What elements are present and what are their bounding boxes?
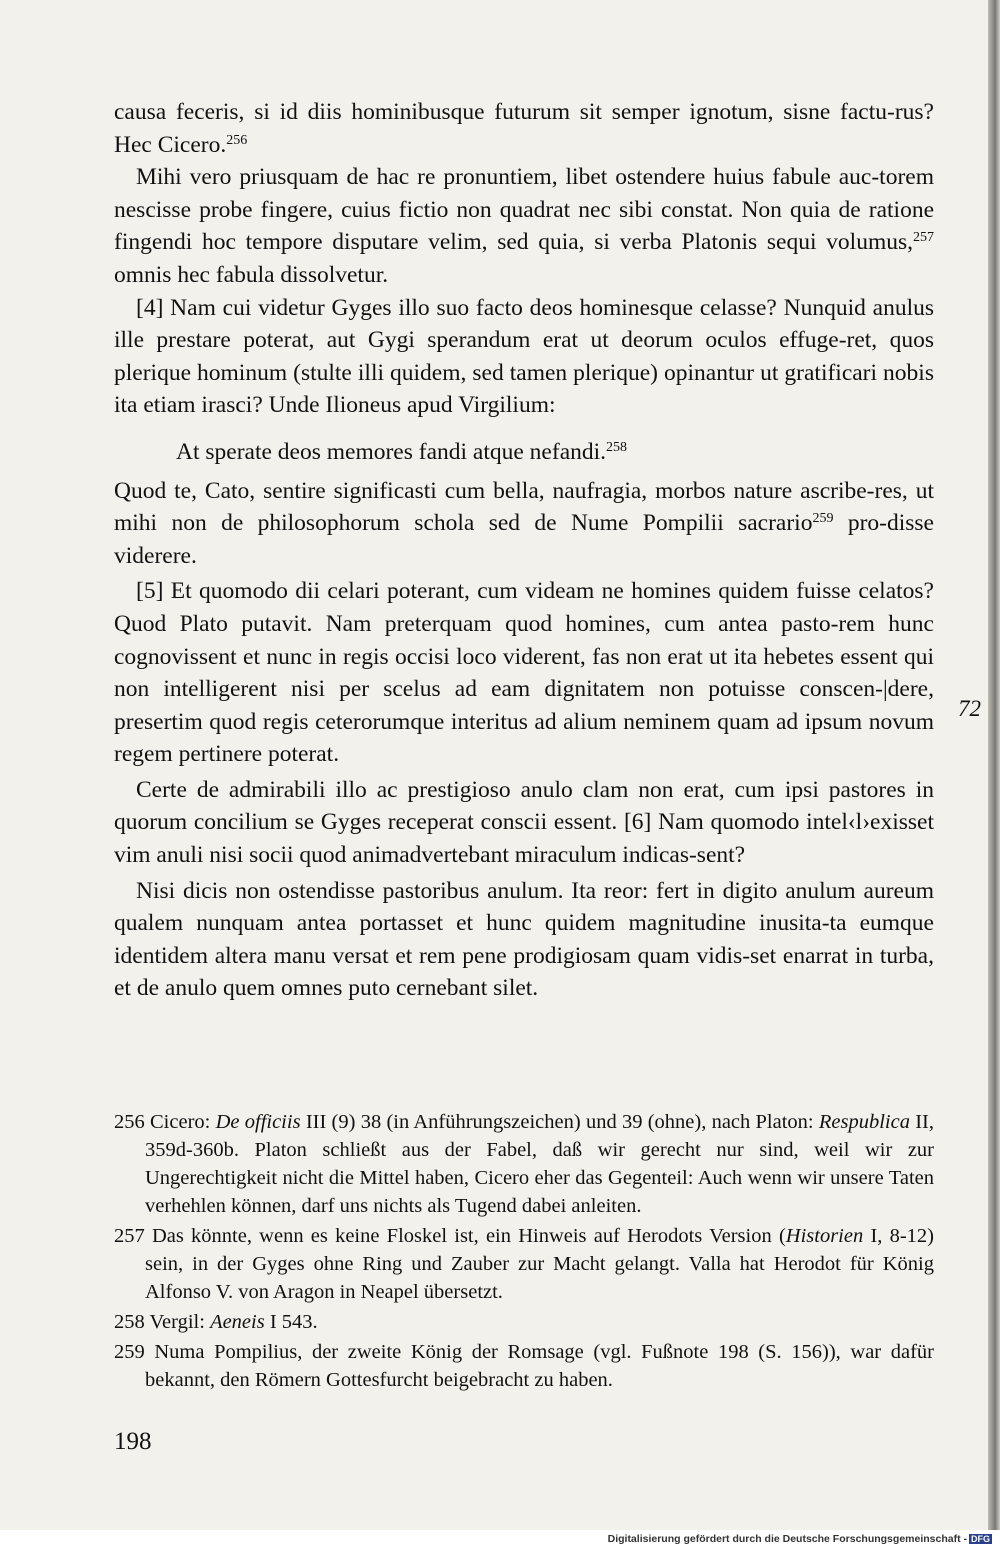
verse-quote: At sperate deos memores fandi atque nefandi.$^{258}$ xyxy=(176,438,628,465)
paragraph: Mihi vero priusquam de hac re pronuntiem, libet ostendere huius fabule auc-torem nescisse probe fingere, cuius fictio non quadrat nec sibi constat. Non quia de ratione fingendi hoc tempore disputare velim, sed quia, si verba Platonis sequi volumus,$^{257}$ omnis hec fabula dissolvetur. xyxy=(114,164,934,288)
paragraph: [5] Et quomodo dii celari poterant, cum videam ne homines quidem fuisse celatos? Quod Plato putavit. Nam preterquam quod homines, cum antea pasto-rem hunc cognovissent et nunc in regis occisi loco viderent, fas non erat ut ita hebetes essent qui non intelligerent nisi per scelus ad eam dignitatem non potuisse conscen-|dere, presertim quod regis ceterorumque interitus ad alium neminem quam ad ipsum novum regem pertinere poterat. xyxy=(114,578,934,768)
dfg-logo-icon: DFG xyxy=(971,1534,990,1544)
funding-note: Digitalisierung gefördert durch die Deutsche Forschungsgemeinschaft - DFG xyxy=(607,1533,990,1545)
footnote: 258 Vergil: Aeneis I 543. xyxy=(114,1311,318,1333)
paragraph: Quod te, Cato, sentire significasti cum bella, naufragia, morbos nature ascribe-res, ut mihi non de philosophorum schola sed de Nume Pompilii sacrario$^{259}$ pro-disse viderere. xyxy=(114,477,934,569)
footnote: 259 Numa Pompilius, der zweite König der Romsage (vgl. Fußnote 198 (S. 156)), war dafür bekannt, den Römern Gottesfurcht beigebracht zu haben. xyxy=(114,1341,934,1391)
paragraph: [4] Nam cui videtur Gyges illo suo facto deos hominesque celasse? Nunquid anulus ille prestare poterat, aut Gygi sperandum erat ut deorum oculos effuge-ret, quos plerique hominum (stulte illi quidem, sed tamen plerique) opinantur ut gratificari nobis ita etiam irasci? Unde Ilioneus apud Virgilium: xyxy=(114,294,934,419)
footnotes xyxy=(114,1108,934,1396)
footnote: 257 Das könnte, wenn es keine Floskel ist, ein Hinweis auf Herodots Version (Historien I, 8-12) sein, in der Gyges ohne Ring und Zauber zur Macht gelangt. Valla hat Herodot für König Alfonso V. von Aragon in Neapel übersetzt. xyxy=(114,1225,935,1303)
paragraph: causa feceris, si id diis hominibusque futurum sit semper ignotum, sisne factu-rus? Hec Cicero.$^{256}$ xyxy=(114,99,934,158)
footnote-ref: 257 xyxy=(913,230,934,246)
page-number: 198 xyxy=(114,1428,152,1455)
page-edge xyxy=(988,0,1000,1530)
paragraph: Nisi dicis non ostendisse pastoribus anulum. Ita reor: fert in digito anulum aureum qualem nunquam antea portasset et hunc quidem magnitudine inusita-ta eumque identidem altera manu versat et rem pene prodigiosam quam vidis-set enarrat in turba, et de anulo quem omnes puto cernebant silet. xyxy=(114,877,934,1002)
footnote: 256 Cicero: De officiis III (9) 38 (in Anführungszeichen) und 39 (ohne), nach Platon: Respublica II, 359d-360b. Platon schließt aus der Fabel, daß wir gerecht nur sind, weil wir zur Ungerechtigkeit nicht die Mittel haben, Cicero eher das Gegenteil: Auch wenn wir unsere Taten verhehlen können, darf uns nichts als Tugend dabei anleiten. xyxy=(114,1111,934,1217)
margin-page-number: 72 xyxy=(958,696,981,721)
footnote-ref: 259 xyxy=(812,511,834,527)
paragraph: Certe de admirabili illo ac prestigioso anulo clam non erat, cum ipsi pastores in quorum concilium se Gyges receperat conscii essent. [6] Nam quomodo intel‹l›exisset vim anuli nisi socii quod animadvertebant miraculum indicas-sent? xyxy=(114,776,934,869)
main-text xyxy=(114,96,934,1005)
footnote-ref: 256 xyxy=(226,132,248,148)
footnote-ref: 258 xyxy=(606,439,628,455)
